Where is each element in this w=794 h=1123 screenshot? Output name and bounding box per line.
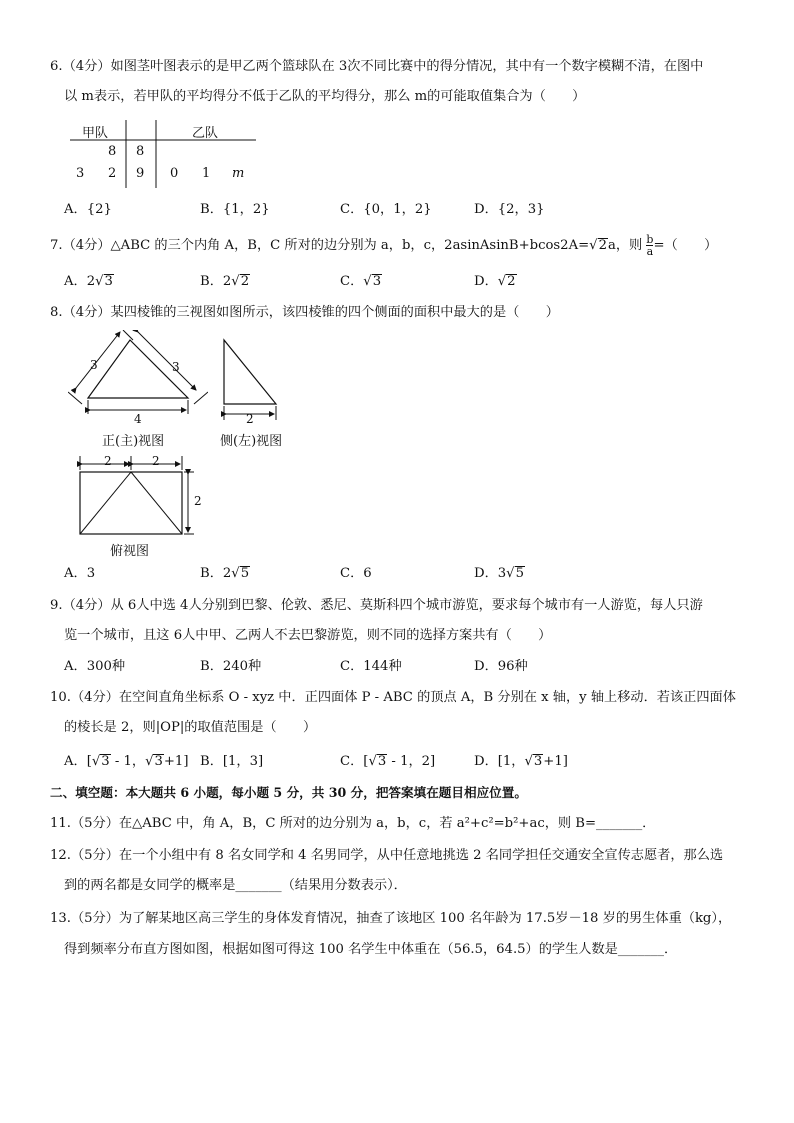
q7-fraction: $\frac{b}{a}$ xyxy=(646,233,654,258)
leaf-b-row2-3: m xyxy=(232,166,245,181)
top-height-label: 2 xyxy=(194,494,202,508)
q9-line1: 9.（4分）从 6人中选 4人分别到巴黎、伦敦、悉尼、莫斯科四个城市游览，要求每个城市有一人游览，每人只游 xyxy=(50,598,703,613)
q9-option-a[interactable]: A．300种 xyxy=(64,659,126,674)
q9-option-c[interactable]: C．144种 xyxy=(340,659,402,674)
q7-text-c: =（ ） xyxy=(653,238,718,253)
stem-row1: 8 xyxy=(136,144,145,159)
leaf-a-row2-1: 3 xyxy=(76,166,85,181)
q7-option-b[interactable]: B．2√2 xyxy=(200,274,250,289)
q6-line1: 6.（4分）如图茎叶图表示的是甲乙两个篮球队在 3次不同比赛中的得分情况，其中有一个数字模糊不清，在图中 xyxy=(50,59,704,74)
q6-option-b[interactable]: B．{1，2} xyxy=(200,202,270,217)
front-base-label: 4 xyxy=(134,412,142,426)
q8-option-d[interactable]: D．3√5 xyxy=(474,566,524,581)
side-base-label: 2 xyxy=(246,412,254,426)
q10-option-d[interactable]: D．[1，√3+1] xyxy=(474,754,568,769)
q12-line1: 12.（5分）在一个小组中有 8 名女同学和 4 名男同学，从中任意地挑选 2 名同学担任交通安全宣传志愿者，那么选 xyxy=(50,848,724,863)
top-view-caption: 俯视图 xyxy=(110,544,150,559)
q7-sqrt: √2 xyxy=(589,238,607,253)
q6-line2: 以 m表示，若甲队的平均得分不低于乙队的平均得分，那么 m的可能取值集合为（ ） xyxy=(64,89,586,104)
front-view-figure xyxy=(68,330,208,430)
leaf-a-row1: 8 xyxy=(108,144,117,159)
leaf-b-row2-2: 1 xyxy=(202,166,211,181)
side-view-figure xyxy=(218,338,298,430)
q8-option-b[interactable]: B．2√5 xyxy=(200,566,250,581)
q7-stem xyxy=(50,234,717,257)
team-b-header: 乙队 xyxy=(192,126,219,141)
q8-option-a[interactable]: A．3 xyxy=(64,566,96,581)
stem-row2: 9 xyxy=(136,166,145,181)
q10-option-c[interactable]: C．[√3 - 1，2] xyxy=(340,754,436,769)
top-right-width-label: 2 xyxy=(152,454,160,468)
front-right-edge-label: 3 xyxy=(172,360,180,374)
stem-leaf-plot xyxy=(70,120,260,190)
q10-option-b[interactable]: B．[1，3] xyxy=(200,754,264,769)
q9-option-b[interactable]: B．240种 xyxy=(200,659,262,674)
q7-option-d[interactable]: D．√2 xyxy=(474,274,516,289)
team-a-header: 甲队 xyxy=(82,126,109,141)
top-left-width-label: 2 xyxy=(104,454,112,468)
q10-line2: 的棱长是 2，则|OP|的取值范围是（ ） xyxy=(64,720,317,735)
q7-text-b: a，则 xyxy=(607,238,643,253)
q6-option-a[interactable]: A．{2} xyxy=(64,202,112,217)
q10-option-a[interactable]: A．[√3 - 1，√3+1] xyxy=(64,754,189,769)
q7-option-a[interactable]: A．2√3 xyxy=(64,274,113,289)
section-2-heading: 二、填空题：本大题共 6 小题，每小题 5 分，共 30 分，把答案填在题目相应位置。 xyxy=(50,785,527,800)
q13-line1: 13.（5分）为了解某地区高三学生的身体发育情况，抽查了该地区 100 名年龄为 17.5岁－18 岁的男生体重（kg）， xyxy=(50,911,732,926)
front-view-caption: 正(主)视图 xyxy=(102,434,165,449)
q6-option-d[interactable]: D．{2，3} xyxy=(474,202,545,217)
q12-line2: 到的两名都是女同学的概率是_______（结果用分数表示）． xyxy=(64,878,407,893)
side-view-caption: 侧(左)视图 xyxy=(220,434,283,449)
leaf-b-row2-1: 0 xyxy=(170,166,179,181)
q13-line2: 得到频率分布直方图如图，根据如图可得这 100 名学生中体重在（56.5，64.5）的学生人数是_______． xyxy=(64,942,678,957)
q7-text-a: 7.（4分）△ABC 的三个内角 A，B，C 所对的边分别为 a，b，c，2asinAsinB+bcos2A= xyxy=(50,238,590,253)
q8-line1: 8.（4分）某四棱锥的三视图如图所示，该四棱锥的四个侧面的面积中最大的是（ ） xyxy=(50,305,559,320)
q7-option-c[interactable]: C．√3 xyxy=(340,274,382,289)
q10-line1: 10.（4分）在空间直角坐标系 O - xyz 中．正四面体 P - ABC 的顶点 A，B 分别在 x 轴，y 轴上移动．若该正四面体 xyxy=(50,690,736,705)
leaf-a-row2-2: 2 xyxy=(108,166,117,181)
front-left-edge-label: 3 xyxy=(90,358,98,372)
q11-line1: 11.（5分）在△ABC 中，角 A，B，C 所对的边分别为 a，b，c，若 a²+c²=b²+ac，则 B=_______． xyxy=(50,816,656,831)
top-view-figure xyxy=(76,452,216,540)
q9-line2: 览一个城市，且这 6人中甲、乙两人不去巴黎游览，则不同的选择方案共有（ ） xyxy=(64,628,552,643)
q8-option-c[interactable]: C．6 xyxy=(340,566,372,581)
q9-option-d[interactable]: D．96种 xyxy=(474,659,528,674)
q6-option-c[interactable]: C．{0，1，2} xyxy=(340,202,432,217)
